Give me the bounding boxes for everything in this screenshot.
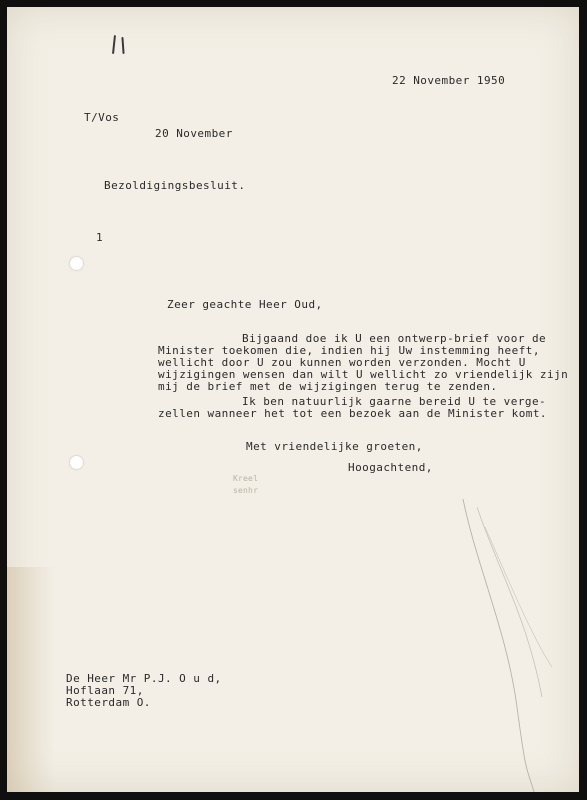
faint-pencil-scribble [7, 7, 579, 792]
subject-line: Bezoldigingsbesluit. [104, 179, 246, 192]
reference-code: T/Vos [84, 111, 120, 124]
letter-page [7, 7, 579, 792]
sign-off: Hoogachtend, [348, 461, 433, 474]
letter-date: 22 November 1950 [392, 74, 506, 87]
body-paragraph-1: Bijgaand doe ik U een ontwerp-brief voor de Minister toekomen die, indien hij Uw instemming heeft, wellicht door U zou kunnen worden verzonden. Mocht U wijzigingen wensen dan wilt U wellicht zo vriendelijk zijn mij de brief met de wijzigingen terug te zenden. [158, 332, 569, 393]
salutation: Zeer geachte Heer Oud, [167, 298, 323, 311]
recipient-address: De Heer Mr P.J. O u d, Hoflaan 71, Rotterdam O. [66, 672, 222, 709]
body-paragraph-2: Ik ben natuurlijk gaarne bereid U te verge- zellen wanneer het tot een bezoek aan de Minister komt. [158, 395, 547, 420]
reference-date: 20 November [155, 127, 233, 140]
faint-imprint: Kreel senhr [233, 474, 259, 495]
closing-greeting: Met vriendelijke groeten, [246, 440, 423, 453]
enclosure-number: 1 [96, 231, 104, 244]
